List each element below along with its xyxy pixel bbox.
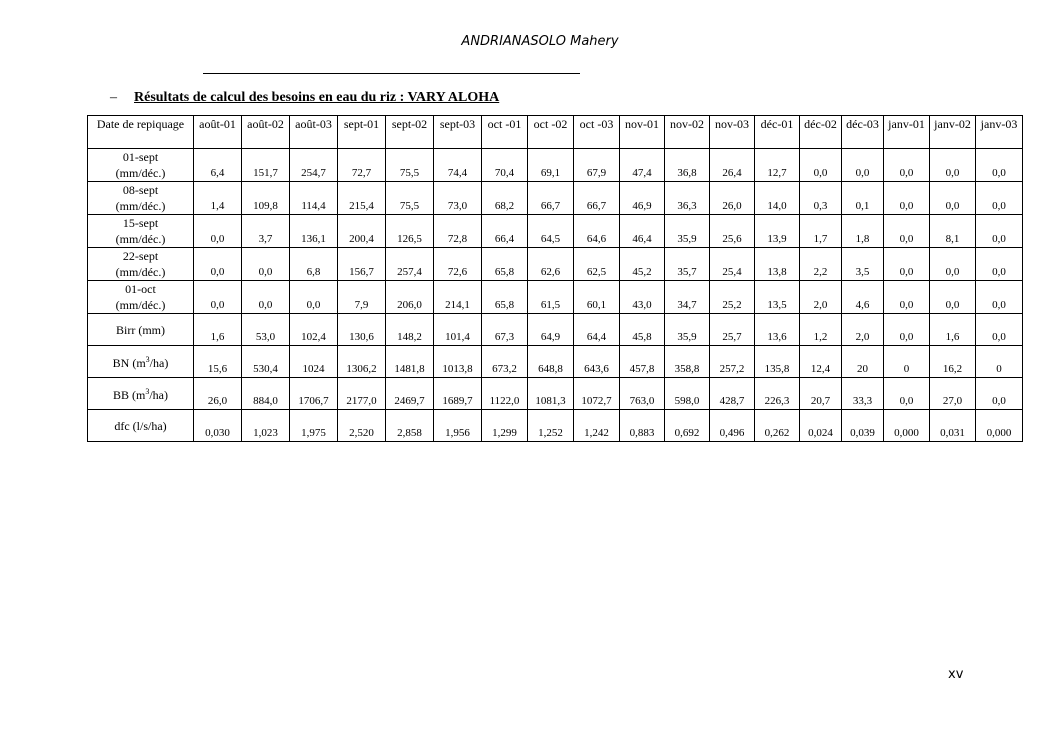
table-cell: 0,0 [242, 281, 290, 314]
table-cell: 26,0 [710, 182, 755, 215]
table-cell: 763,0 [620, 378, 665, 410]
table-cell: 126,5 [386, 215, 434, 248]
table-cell: 1,252 [528, 410, 574, 442]
table-cell: 72,6 [434, 248, 482, 281]
table-cell: 1,299 [482, 410, 528, 442]
table-cell: 130,6 [338, 314, 386, 346]
table-cell: 72,7 [338, 149, 386, 182]
table-cell: 0,0 [884, 182, 930, 215]
table-cell: 148,2 [386, 314, 434, 346]
table-cell: 598,0 [665, 378, 710, 410]
table-cell: 46,4 [620, 215, 665, 248]
table-cell: 45,2 [620, 248, 665, 281]
table-cell: 109,8 [242, 182, 290, 215]
table-cell: 13,5 [755, 281, 800, 314]
table-cell: 46,9 [620, 182, 665, 215]
table-cell: 7,9 [338, 281, 386, 314]
table-cell: 35,9 [665, 314, 710, 346]
table-cell: 13,9 [755, 215, 800, 248]
row-label: 22-sept (mm/déc.) [88, 248, 194, 281]
table-cell: 65,8 [482, 281, 528, 314]
table-cell: 0,0 [930, 281, 976, 314]
table-cell: 1,4 [194, 182, 242, 215]
table-cell: 0,496 [710, 410, 755, 442]
table-cell: 0,0 [884, 248, 930, 281]
table-cell: 648,8 [528, 346, 574, 378]
table-cell: 67,3 [482, 314, 528, 346]
table-cell: 16,2 [930, 346, 976, 378]
table-cell: 13,8 [755, 248, 800, 281]
table-cell: 101,4 [434, 314, 482, 346]
table-cell: 3,7 [242, 215, 290, 248]
table-cell: 65,8 [482, 248, 528, 281]
table-cell: 0,0 [800, 149, 842, 182]
row-label: BN $(m^3/ha)$ [88, 346, 194, 378]
table-cell: 0,0 [194, 248, 242, 281]
table-cell: 26,4 [710, 149, 755, 182]
table-cell: 1122,0 [482, 378, 528, 410]
table-cell: 0,0 [884, 149, 930, 182]
table-cell: 36,8 [665, 149, 710, 182]
table-cell: 35,9 [665, 215, 710, 248]
table-row [88, 248, 1023, 281]
table-cell: 1481,8 [386, 346, 434, 378]
table-cell: 74,4 [434, 149, 482, 182]
table-cell: 8,1 [930, 215, 976, 248]
table-cell: 200,4 [338, 215, 386, 248]
row-label: dfc (l/s/ha) [88, 410, 194, 442]
column-header: sept-01 [338, 116, 386, 149]
row-label: 08-sept (mm/déc.) [88, 182, 194, 215]
table-cell: 14,0 [755, 182, 800, 215]
table-cell: 530,4 [242, 346, 290, 378]
table-cell: 25,6 [710, 215, 755, 248]
table-cell: 1706,7 [290, 378, 338, 410]
table-cell: 257,4 [386, 248, 434, 281]
table-cell: 0,0 [930, 149, 976, 182]
table-cell: 0,0 [976, 149, 1023, 182]
table-cell: 0,0 [976, 182, 1023, 215]
table-row [88, 281, 1023, 314]
table-cell: 45,8 [620, 314, 665, 346]
table-cell: 0 [884, 346, 930, 378]
table-cell: 1081,3 [528, 378, 574, 410]
table-cell: 0,883 [620, 410, 665, 442]
table-cell: 34,7 [665, 281, 710, 314]
table-cell: 13,6 [755, 314, 800, 346]
table-cell: 4,6 [842, 281, 884, 314]
table-cell: 0,0 [242, 248, 290, 281]
table-cell: 2,0 [800, 281, 842, 314]
section-title-text: Résultats de calcul des besoins en eau du riz : VARY ALOHA [134, 90, 500, 105]
column-header: déc-03 [842, 116, 884, 149]
table-cell: 1,956 [434, 410, 482, 442]
table-cell: 226,3 [755, 378, 800, 410]
table-cell: 0,024 [800, 410, 842, 442]
table-cell: 1,6 [930, 314, 976, 346]
table-header-row [88, 116, 1023, 149]
corner-header: Date de repiquage [88, 116, 194, 149]
table-cell: 0,1 [842, 182, 884, 215]
table-cell: 0,0 [884, 378, 930, 410]
table-cell: 73,0 [434, 182, 482, 215]
table-cell: 673,2 [482, 346, 528, 378]
table-cell: 254,7 [290, 149, 338, 182]
table-cell: 136,1 [290, 215, 338, 248]
table-cell: 0,000 [976, 410, 1023, 442]
table-cell: 884,0 [242, 378, 290, 410]
table-cell: 0,3 [800, 182, 842, 215]
table-cell: 214,1 [434, 281, 482, 314]
table-cell: 12,7 [755, 149, 800, 182]
table-cell: 15,6 [194, 346, 242, 378]
table-cell: 1013,8 [434, 346, 482, 378]
table-cell: 0,0 [930, 248, 976, 281]
table-cell: 1,7 [800, 215, 842, 248]
table-cell: 0,0 [976, 248, 1023, 281]
table-cell: 47,4 [620, 149, 665, 182]
table-cell: 135,8 [755, 346, 800, 378]
table-row [88, 346, 1023, 378]
column-header: janv-01 [884, 116, 930, 149]
table-cell: 66,4 [482, 215, 528, 248]
row-label: 01-sept (mm/déc.) [88, 149, 194, 182]
table-cell: 33,3 [842, 378, 884, 410]
table-cell: 0,030 [194, 410, 242, 442]
table-cell: 2,858 [386, 410, 434, 442]
table-cell: 35,7 [665, 248, 710, 281]
table-cell: 68,2 [482, 182, 528, 215]
table-cell: 1306,2 [338, 346, 386, 378]
table-cell: 1,023 [242, 410, 290, 442]
table-cell: 0,0 [194, 281, 242, 314]
row-label: 01-oct (mm/déc.) [88, 281, 194, 314]
table-cell: 75,5 [386, 149, 434, 182]
table-cell: 2,2 [800, 248, 842, 281]
table-cell: 66,7 [528, 182, 574, 215]
table-cell: 0,0 [976, 281, 1023, 314]
table-cell: 0,0 [930, 182, 976, 215]
table-cell: 1,6 [194, 314, 242, 346]
table-cell: 53,0 [242, 314, 290, 346]
table-body [88, 149, 1023, 442]
table-cell: 0,0 [842, 149, 884, 182]
table-cell: 64,6 [574, 215, 620, 248]
row-label: BB $(m^3/ha)$ [88, 378, 194, 410]
table-cell: 69,1 [528, 149, 574, 182]
row-label: Birr (mm) [88, 314, 194, 346]
column-header: janv-03 [976, 116, 1023, 149]
table-cell: 114,4 [290, 182, 338, 215]
table-cell: 206,0 [386, 281, 434, 314]
table-cell: 2177,0 [338, 378, 386, 410]
table-cell: 1,8 [842, 215, 884, 248]
table-cell: 457,8 [620, 346, 665, 378]
table-cell: 0,0 [194, 215, 242, 248]
table-cell: 358,8 [665, 346, 710, 378]
table-cell: 1,2 [800, 314, 842, 346]
table-cell: 0,0 [884, 215, 930, 248]
table-cell: 0,000 [884, 410, 930, 442]
table-cell: 156,7 [338, 248, 386, 281]
column-header: déc-01 [755, 116, 800, 149]
table-row [88, 215, 1023, 248]
table-cell: 0,0 [884, 314, 930, 346]
column-header: août-01 [194, 116, 242, 149]
table-cell: 0,0 [976, 215, 1023, 248]
column-header: nov-01 [620, 116, 665, 149]
column-header: nov-02 [665, 116, 710, 149]
table-cell: 64,9 [528, 314, 574, 346]
table-cell: 0 [976, 346, 1023, 378]
table-cell: 67,9 [574, 149, 620, 182]
table-cell: 43,0 [620, 281, 665, 314]
column-header: janv-02 [930, 116, 976, 149]
table-cell: 25,4 [710, 248, 755, 281]
table-cell: 2,520 [338, 410, 386, 442]
table-cell: 1024 [290, 346, 338, 378]
column-header: oct -02 [528, 116, 574, 149]
table-row [88, 410, 1023, 442]
table-cell: 102,4 [290, 314, 338, 346]
table-cell: 215,4 [338, 182, 386, 215]
table-cell: 1,242 [574, 410, 620, 442]
table-cell: 26,0 [194, 378, 242, 410]
table-cell: 62,5 [574, 248, 620, 281]
column-header: sept-02 [386, 116, 434, 149]
table-cell: 0,0 [976, 378, 1023, 410]
row-label: 15-sept (mm/déc.) [88, 215, 194, 248]
column-header: août-03 [290, 116, 338, 149]
table-cell: 61,5 [528, 281, 574, 314]
table-cell: 20,7 [800, 378, 842, 410]
table-cell: 25,7 [710, 314, 755, 346]
table-cell: 62,6 [528, 248, 574, 281]
table-cell: 6,8 [290, 248, 338, 281]
water-needs-table [87, 115, 1023, 442]
table-cell: 2469,7 [386, 378, 434, 410]
table-cell: 70,4 [482, 149, 528, 182]
table-cell: 1072,7 [574, 378, 620, 410]
column-header: août-02 [242, 116, 290, 149]
table-cell: 60,1 [574, 281, 620, 314]
page-header: ANDRIANASOLO Mahery [461, 34, 619, 49]
section-title [110, 90, 499, 106]
table-cell: 0,0 [290, 281, 338, 314]
table-cell: 151,7 [242, 149, 290, 182]
table-row [88, 149, 1023, 182]
table-cell: 0,262 [755, 410, 800, 442]
table-cell: 36,3 [665, 182, 710, 215]
table-row [88, 314, 1023, 346]
table-cell: 0,692 [665, 410, 710, 442]
table-cell: 6,4 [194, 149, 242, 182]
table-cell: 257,2 [710, 346, 755, 378]
header-rule [203, 73, 580, 74]
column-header: oct -01 [482, 116, 528, 149]
table-cell: 25,2 [710, 281, 755, 314]
column-header: déc-02 [800, 116, 842, 149]
page-number: xv [948, 667, 964, 682]
column-header: oct -03 [574, 116, 620, 149]
table-cell: 12,4 [800, 346, 842, 378]
table-cell: 1689,7 [434, 378, 482, 410]
table-cell: 0,031 [930, 410, 976, 442]
table-cell: 1,975 [290, 410, 338, 442]
table-cell: 0,0 [976, 314, 1023, 346]
table-cell: 643,6 [574, 346, 620, 378]
table-cell: 75,5 [386, 182, 434, 215]
table-cell: 64,5 [528, 215, 574, 248]
table-cell: 0,039 [842, 410, 884, 442]
bullet-dash: – [110, 90, 117, 105]
table-cell: 72,8 [434, 215, 482, 248]
column-header: nov-03 [710, 116, 755, 149]
table-cell: 3,5 [842, 248, 884, 281]
table-cell: 2,0 [842, 314, 884, 346]
table-row [88, 378, 1023, 410]
table-cell: 27,0 [930, 378, 976, 410]
table-cell: 428,7 [710, 378, 755, 410]
table-cell: 20 [842, 346, 884, 378]
table-cell: 64,4 [574, 314, 620, 346]
table-cell: 0,0 [884, 281, 930, 314]
table-cell: 66,7 [574, 182, 620, 215]
column-header: sept-03 [434, 116, 482, 149]
table-row [88, 182, 1023, 215]
